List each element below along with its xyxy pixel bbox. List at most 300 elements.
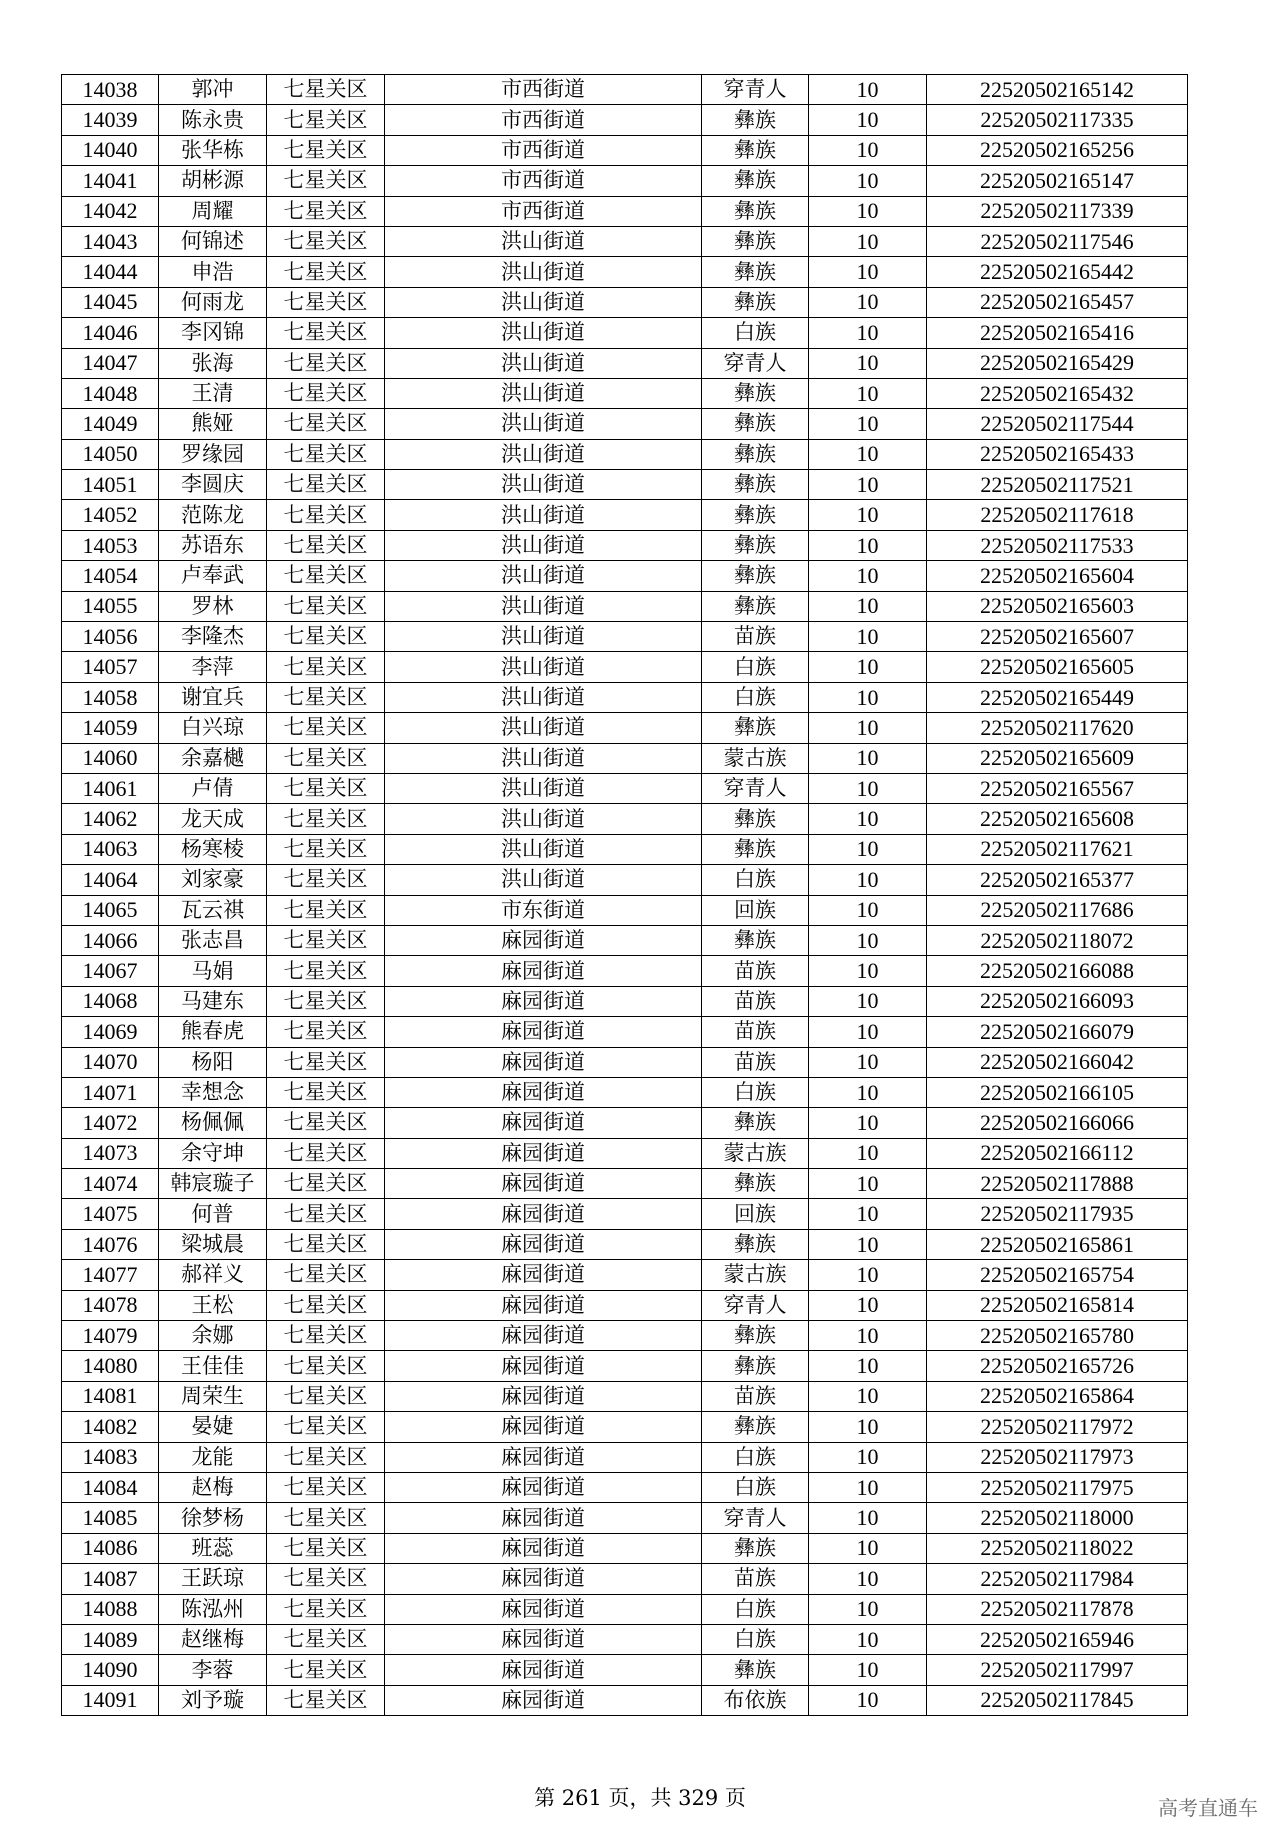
cell-score: 10 xyxy=(809,895,927,925)
cell-street: 洪山街道 xyxy=(385,865,702,895)
cell-row-number: 14067 xyxy=(62,956,159,986)
cell-row-number: 14073 xyxy=(62,1138,159,1168)
cell-id-number: 22520502165607 xyxy=(927,622,1188,652)
cell-score: 10 xyxy=(809,1108,927,1138)
cell-ethnicity: 彝族 xyxy=(702,1169,809,1199)
cell-id-number: 22520502165449 xyxy=(927,682,1188,712)
cell-row-number: 14086 xyxy=(62,1533,159,1563)
cell-street: 洪山街道 xyxy=(385,348,702,378)
table-row xyxy=(62,1199,1188,1229)
table-row xyxy=(62,530,1188,560)
cell-row-number: 14048 xyxy=(62,378,159,408)
cell-name: 范陈龙 xyxy=(159,500,267,530)
cell-ethnicity: 白族 xyxy=(702,1594,809,1624)
cell-id-number: 22520502118000 xyxy=(927,1503,1188,1533)
cell-name: 韩宸璇子 xyxy=(159,1169,267,1199)
cell-ethnicity: 彝族 xyxy=(702,378,809,408)
cell-ethnicity: 白族 xyxy=(702,652,809,682)
cell-name: 杨佩佩 xyxy=(159,1108,267,1138)
cell-street: 洪山街道 xyxy=(385,470,702,500)
cell-name: 张华栋 xyxy=(159,135,267,165)
table-row xyxy=(62,622,1188,652)
cell-name: 申浩 xyxy=(159,257,267,287)
table-row xyxy=(62,591,1188,621)
table-row xyxy=(62,1229,1188,1259)
cell-id-number: 22520502165567 xyxy=(927,773,1188,803)
cell-score: 10 xyxy=(809,1624,927,1654)
cell-name: 王清 xyxy=(159,378,267,408)
cell-street: 洪山街道 xyxy=(385,743,702,773)
table-row xyxy=(62,1412,1188,1442)
table-row xyxy=(62,1533,1188,1563)
cell-street: 洪山街道 xyxy=(385,561,702,591)
cell-row-number: 14043 xyxy=(62,226,159,256)
cell-row-number: 14071 xyxy=(62,1077,159,1107)
cell-row-number: 14070 xyxy=(62,1047,159,1077)
cell-name: 何普 xyxy=(159,1199,267,1229)
cell-id-number: 22520502165442 xyxy=(927,257,1188,287)
cell-ethnicity: 苗族 xyxy=(702,1381,809,1411)
cell-row-number: 14057 xyxy=(62,652,159,682)
cell-ethnicity: 彝族 xyxy=(702,135,809,165)
cell-id-number: 22520502117878 xyxy=(927,1594,1188,1624)
table-row xyxy=(62,713,1188,743)
cell-district: 七星关区 xyxy=(267,530,385,560)
cell-row-number: 14079 xyxy=(62,1321,159,1351)
cell-score: 10 xyxy=(809,318,927,348)
cell-name: 马建东 xyxy=(159,986,267,1016)
cell-district: 七星关区 xyxy=(267,1108,385,1138)
cell-district: 七星关区 xyxy=(267,75,385,105)
cell-id-number: 22520502165814 xyxy=(927,1290,1188,1320)
cell-street: 洪山街道 xyxy=(385,409,702,439)
cell-ethnicity: 彝族 xyxy=(702,1351,809,1381)
table-row xyxy=(62,1260,1188,1290)
table-row xyxy=(62,470,1188,500)
table-row xyxy=(62,196,1188,226)
cell-score: 10 xyxy=(809,135,927,165)
cell-ethnicity: 彝族 xyxy=(702,226,809,256)
cell-ethnicity: 彝族 xyxy=(702,470,809,500)
cell-row-number: 14066 xyxy=(62,925,159,955)
table-row xyxy=(62,1138,1188,1168)
cell-row-number: 14056 xyxy=(62,622,159,652)
cell-score: 10 xyxy=(809,1442,927,1472)
cell-score: 10 xyxy=(809,1594,927,1624)
cell-row-number: 14083 xyxy=(62,1442,159,1472)
cell-score: 10 xyxy=(809,1199,927,1229)
cell-ethnicity: 彝族 xyxy=(702,257,809,287)
cell-ethnicity: 穿青人 xyxy=(702,1290,809,1320)
cell-score: 10 xyxy=(809,105,927,135)
cell-district: 七星关区 xyxy=(267,1169,385,1199)
cell-id-number: 22520502117975 xyxy=(927,1472,1188,1502)
cell-ethnicity: 彝族 xyxy=(702,439,809,469)
cell-name: 郝祥义 xyxy=(159,1260,267,1290)
table-row xyxy=(62,75,1188,105)
cell-row-number: 14077 xyxy=(62,1260,159,1290)
table-row xyxy=(62,895,1188,925)
table-row xyxy=(62,682,1188,712)
cell-id-number: 22520502165142 xyxy=(927,75,1188,105)
cell-row-number: 14080 xyxy=(62,1351,159,1381)
cell-street: 麻园街道 xyxy=(385,1624,702,1654)
cell-name: 谢宜兵 xyxy=(159,682,267,712)
cell-name: 卢倩 xyxy=(159,773,267,803)
cell-id-number: 22520502165147 xyxy=(927,166,1188,196)
cell-row-number: 14069 xyxy=(62,1017,159,1047)
cell-name: 罗缘园 xyxy=(159,439,267,469)
cell-row-number: 14059 xyxy=(62,713,159,743)
cell-id-number: 22520502165864 xyxy=(927,1381,1188,1411)
cell-score: 10 xyxy=(809,743,927,773)
cell-score: 10 xyxy=(809,470,927,500)
table-row xyxy=(62,348,1188,378)
cell-row-number: 14063 xyxy=(62,834,159,864)
cell-street: 洪山街道 xyxy=(385,591,702,621)
cell-ethnicity: 蒙古族 xyxy=(702,743,809,773)
cell-ethnicity: 彝族 xyxy=(702,1412,809,1442)
cell-ethnicity: 彝族 xyxy=(702,561,809,591)
cell-ethnicity: 彝族 xyxy=(702,591,809,621)
cell-id-number: 22520502165754 xyxy=(927,1260,1188,1290)
cell-row-number: 14051 xyxy=(62,470,159,500)
cell-ethnicity: 穿青人 xyxy=(702,1503,809,1533)
cell-row-number: 14050 xyxy=(62,439,159,469)
cell-street: 麻园街道 xyxy=(385,1108,702,1138)
cell-id-number: 22520502117521 xyxy=(927,470,1188,500)
cell-row-number: 14046 xyxy=(62,318,159,348)
cell-score: 10 xyxy=(809,1138,927,1168)
cell-name: 卢奉武 xyxy=(159,561,267,591)
cell-name: 胡彬源 xyxy=(159,166,267,196)
cell-ethnicity: 白族 xyxy=(702,1077,809,1107)
table-row xyxy=(62,1564,1188,1594)
cell-name: 余守坤 xyxy=(159,1138,267,1168)
cell-name: 龙天成 xyxy=(159,804,267,834)
cell-district: 七星关区 xyxy=(267,1290,385,1320)
cell-id-number: 22520502165432 xyxy=(927,378,1188,408)
cell-score: 10 xyxy=(809,257,927,287)
cell-name: 罗林 xyxy=(159,591,267,621)
cell-street: 麻园街道 xyxy=(385,1655,702,1685)
cell-ethnicity: 彝族 xyxy=(702,196,809,226)
table-row xyxy=(62,561,1188,591)
cell-district: 七星关区 xyxy=(267,591,385,621)
cell-ethnicity: 彝族 xyxy=(702,500,809,530)
cell-name: 张海 xyxy=(159,348,267,378)
cell-name: 何雨龙 xyxy=(159,287,267,317)
cell-name: 杨阳 xyxy=(159,1047,267,1077)
table-row xyxy=(62,1624,1188,1654)
cell-street: 洪山街道 xyxy=(385,530,702,560)
cell-row-number: 14049 xyxy=(62,409,159,439)
cell-score: 10 xyxy=(809,1260,927,1290)
cell-street: 洪山街道 xyxy=(385,257,702,287)
cell-district: 七星关区 xyxy=(267,348,385,378)
cell-score: 10 xyxy=(809,986,927,1016)
cell-name: 周荣生 xyxy=(159,1381,267,1411)
cell-district: 七星关区 xyxy=(267,1321,385,1351)
cell-id-number: 22520502117888 xyxy=(927,1169,1188,1199)
cell-street: 洪山街道 xyxy=(385,773,702,803)
cell-name: 班蕊 xyxy=(159,1533,267,1563)
cell-ethnicity: 苗族 xyxy=(702,1047,809,1077)
cell-row-number: 14090 xyxy=(62,1655,159,1685)
cell-name: 苏语东 xyxy=(159,530,267,560)
cell-id-number: 22520502165608 xyxy=(927,804,1188,834)
table-row xyxy=(62,1017,1188,1047)
cell-district: 七星关区 xyxy=(267,1260,385,1290)
table-row xyxy=(62,257,1188,287)
cell-district: 七星关区 xyxy=(267,287,385,317)
cell-row-number: 14054 xyxy=(62,561,159,591)
cell-street: 洪山街道 xyxy=(385,682,702,712)
cell-name: 刘予璇 xyxy=(159,1685,267,1715)
cell-score: 10 xyxy=(809,226,927,256)
table-row xyxy=(62,1108,1188,1138)
cell-score: 10 xyxy=(809,378,927,408)
table-row xyxy=(62,804,1188,834)
cell-score: 10 xyxy=(809,1321,927,1351)
cell-street: 麻园街道 xyxy=(385,1138,702,1168)
cell-ethnicity: 穿青人 xyxy=(702,348,809,378)
cell-score: 10 xyxy=(809,622,927,652)
cell-score: 10 xyxy=(809,348,927,378)
cell-row-number: 14062 xyxy=(62,804,159,834)
cell-score: 10 xyxy=(809,1381,927,1411)
cell-id-number: 22520502166112 xyxy=(927,1138,1188,1168)
cell-row-number: 14087 xyxy=(62,1564,159,1594)
cell-ethnicity: 布依族 xyxy=(702,1685,809,1715)
cell-score: 10 xyxy=(809,166,927,196)
cell-row-number: 14038 xyxy=(62,75,159,105)
cell-district: 七星关区 xyxy=(267,622,385,652)
cell-id-number: 22520502165429 xyxy=(927,348,1188,378)
cell-district: 七星关区 xyxy=(267,257,385,287)
cell-district: 七星关区 xyxy=(267,713,385,743)
cell-score: 10 xyxy=(809,804,927,834)
cell-ethnicity: 苗族 xyxy=(702,1564,809,1594)
cell-row-number: 14041 xyxy=(62,166,159,196)
cell-street: 麻园街道 xyxy=(385,1321,702,1351)
table-row xyxy=(62,956,1188,986)
cell-score: 10 xyxy=(809,1229,927,1259)
cell-score: 10 xyxy=(809,75,927,105)
table-row xyxy=(62,318,1188,348)
cell-street: 麻园街道 xyxy=(385,1381,702,1411)
cell-score: 10 xyxy=(809,287,927,317)
cell-score: 10 xyxy=(809,1533,927,1563)
cell-score: 10 xyxy=(809,1685,927,1715)
cell-district: 七星关区 xyxy=(267,470,385,500)
cell-ethnicity: 白族 xyxy=(702,318,809,348)
cell-name: 幸想念 xyxy=(159,1077,267,1107)
cell-ethnicity: 彝族 xyxy=(702,105,809,135)
cell-street: 麻园街道 xyxy=(385,1412,702,1442)
cell-street: 洪山街道 xyxy=(385,226,702,256)
cell-street: 麻园街道 xyxy=(385,1290,702,1320)
cell-district: 七星关区 xyxy=(267,1594,385,1624)
cell-score: 10 xyxy=(809,1047,927,1077)
cell-row-number: 14047 xyxy=(62,348,159,378)
table-row xyxy=(62,1047,1188,1077)
cell-district: 七星关区 xyxy=(267,1503,385,1533)
cell-score: 10 xyxy=(809,713,927,743)
cell-district: 七星关区 xyxy=(267,1047,385,1077)
cell-street: 麻园街道 xyxy=(385,1229,702,1259)
cell-row-number: 14040 xyxy=(62,135,159,165)
cell-district: 七星关区 xyxy=(267,1472,385,1502)
cell-district: 七星关区 xyxy=(267,409,385,439)
table-row xyxy=(62,986,1188,1016)
cell-street: 洪山街道 xyxy=(385,834,702,864)
cell-name: 赵梅 xyxy=(159,1472,267,1502)
cell-name: 李圆庆 xyxy=(159,470,267,500)
cell-score: 10 xyxy=(809,865,927,895)
table-row xyxy=(62,105,1188,135)
cell-district: 七星关区 xyxy=(267,1685,385,1715)
cell-name: 张志昌 xyxy=(159,925,267,955)
table-row xyxy=(62,378,1188,408)
cell-name: 李蓉 xyxy=(159,1655,267,1685)
table-row xyxy=(62,135,1188,165)
cell-name: 余娜 xyxy=(159,1321,267,1351)
cell-id-number: 22520502118022 xyxy=(927,1533,1188,1563)
table-row xyxy=(62,1169,1188,1199)
cell-ethnicity: 彝族 xyxy=(702,925,809,955)
page-footer: 第 261 页，共 329 页 xyxy=(534,1786,746,1810)
cell-ethnicity: 彝族 xyxy=(702,804,809,834)
cell-row-number: 14055 xyxy=(62,591,159,621)
cell-district: 七星关区 xyxy=(267,804,385,834)
cell-name: 白兴琼 xyxy=(159,713,267,743)
cell-row-number: 14078 xyxy=(62,1290,159,1320)
cell-row-number: 14064 xyxy=(62,865,159,895)
cell-name: 陈永贵 xyxy=(159,105,267,135)
cell-id-number: 22520502165457 xyxy=(927,287,1188,317)
cell-district: 七星关区 xyxy=(267,834,385,864)
cell-district: 七星关区 xyxy=(267,1017,385,1047)
cell-street: 麻园街道 xyxy=(385,1077,702,1107)
cell-name: 李隆杰 xyxy=(159,622,267,652)
cell-street: 市东街道 xyxy=(385,895,702,925)
cell-score: 10 xyxy=(809,956,927,986)
cell-id-number: 22520502117984 xyxy=(927,1564,1188,1594)
cell-street: 洪山街道 xyxy=(385,318,702,348)
cell-id-number: 22520502165861 xyxy=(927,1229,1188,1259)
cell-name: 马娟 xyxy=(159,956,267,986)
cell-row-number: 14085 xyxy=(62,1503,159,1533)
cell-name: 余嘉樾 xyxy=(159,743,267,773)
table-row xyxy=(62,409,1188,439)
cell-district: 七星关区 xyxy=(267,1229,385,1259)
cell-name: 周耀 xyxy=(159,196,267,226)
cell-street: 洪山街道 xyxy=(385,652,702,682)
table-row xyxy=(62,1472,1188,1502)
cell-id-number: 22520502165416 xyxy=(927,318,1188,348)
cell-score: 10 xyxy=(809,682,927,712)
cell-street: 市西街道 xyxy=(385,196,702,226)
table-row xyxy=(62,1077,1188,1107)
cell-row-number: 14065 xyxy=(62,895,159,925)
cell-id-number: 22520502117546 xyxy=(927,226,1188,256)
cell-name: 郭冲 xyxy=(159,75,267,105)
cell-name: 李萍 xyxy=(159,652,267,682)
cell-row-number: 14072 xyxy=(62,1108,159,1138)
cell-score: 10 xyxy=(809,1351,927,1381)
cell-district: 七星关区 xyxy=(267,743,385,773)
cell-id-number: 22520502117621 xyxy=(927,834,1188,864)
cell-district: 七星关区 xyxy=(267,166,385,196)
cell-score: 10 xyxy=(809,925,927,955)
cell-id-number: 22520502166079 xyxy=(927,1017,1188,1047)
cell-district: 七星关区 xyxy=(267,956,385,986)
cell-name: 何锦述 xyxy=(159,226,267,256)
cell-street: 麻园街道 xyxy=(385,986,702,1016)
cell-row-number: 14076 xyxy=(62,1229,159,1259)
table-row xyxy=(62,166,1188,196)
cell-row-number: 14075 xyxy=(62,1199,159,1229)
cell-ethnicity: 白族 xyxy=(702,1442,809,1472)
cell-name: 李冈锦 xyxy=(159,318,267,348)
cell-street: 洪山街道 xyxy=(385,622,702,652)
cell-score: 10 xyxy=(809,834,927,864)
cell-district: 七星关区 xyxy=(267,439,385,469)
cell-street: 洪山街道 xyxy=(385,439,702,469)
cell-street: 麻园街道 xyxy=(385,1685,702,1715)
cell-name: 杨寒棱 xyxy=(159,834,267,864)
cell-id-number: 22520502117972 xyxy=(927,1412,1188,1442)
cell-score: 10 xyxy=(809,1503,927,1533)
cell-id-number: 22520502165433 xyxy=(927,439,1188,469)
cell-ethnicity: 彝族 xyxy=(702,1533,809,1563)
table-row xyxy=(62,1381,1188,1411)
cell-district: 七星关区 xyxy=(267,318,385,348)
cell-ethnicity: 彝族 xyxy=(702,1108,809,1138)
cell-score: 10 xyxy=(809,1564,927,1594)
cell-ethnicity: 穿青人 xyxy=(702,773,809,803)
cell-ethnicity: 彝族 xyxy=(702,1321,809,1351)
cell-street: 麻园街道 xyxy=(385,1017,702,1047)
cell-district: 七星关区 xyxy=(267,226,385,256)
table-row xyxy=(62,773,1188,803)
cell-street: 麻园街道 xyxy=(385,1503,702,1533)
table-row xyxy=(62,439,1188,469)
cell-district: 七星关区 xyxy=(267,1138,385,1168)
cell-ethnicity: 蒙古族 xyxy=(702,1138,809,1168)
cell-street: 麻园街道 xyxy=(385,1047,702,1077)
table-row xyxy=(62,1685,1188,1715)
table-row xyxy=(62,1655,1188,1685)
cell-id-number: 22520502117335 xyxy=(927,105,1188,135)
cell-street: 市西街道 xyxy=(385,105,702,135)
cell-id-number: 22520502117845 xyxy=(927,1685,1188,1715)
cell-id-number: 22520502117544 xyxy=(927,409,1188,439)
cell-street: 麻园街道 xyxy=(385,1594,702,1624)
cell-id-number: 22520502117620 xyxy=(927,713,1188,743)
table-row xyxy=(62,865,1188,895)
cell-score: 10 xyxy=(809,439,927,469)
cell-district: 七星关区 xyxy=(267,1381,385,1411)
cell-district: 七星关区 xyxy=(267,1077,385,1107)
cell-id-number: 22520502166088 xyxy=(927,956,1188,986)
cell-row-number: 14044 xyxy=(62,257,159,287)
cell-district: 七星关区 xyxy=(267,1624,385,1654)
cell-name: 梁城晨 xyxy=(159,1229,267,1259)
cell-street: 麻园街道 xyxy=(385,1351,702,1381)
table-row xyxy=(62,1503,1188,1533)
